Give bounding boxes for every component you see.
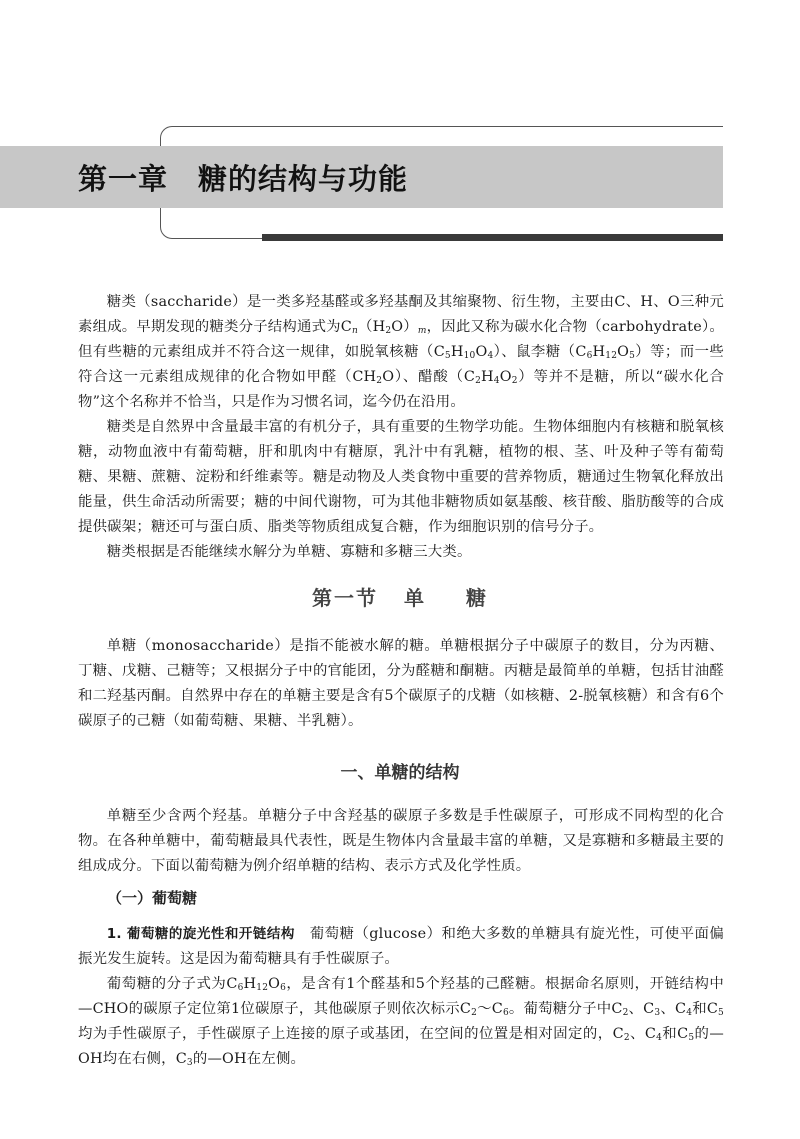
intro-paragraph-1: 糖类（saccharide）是一类多羟基醛或多羟基酮及其缩聚物、衍生物，主要由C、H、O三种元素组成。早期发现的糖类分子结构通式为$C_n(H_2O)_m$，因此又称为碳水化合物（carbohydrate）。但有些糖的元素组成并不符合这一规律，如脱氧核糖$(C_5H_{10}O_4)$、鼠李糖$(C_6H_{12}O_5)$等；而一些符合这一元素组成规律的化合物如甲醛$(CH_2O)$、醋酸$(C_2H_4O_2)$等并不是糖，所以“碳水化合物”这个名称并不恰当，只是作为习惯名词，迄今仍在沿用。 [78,294,725,410]
chapter-frame-bottom [160,208,270,239]
chapter-number: 第一章 [78,162,169,196]
chapter-frame-top [160,126,723,146]
subsection1-paragraph: 单糖至少含两个羟基。单糖分子中含羟基的碳原子多数是手性碳原子，可形成不同构型的化合物。在各种单糖中，葡萄糖最具代表性，既是生物体内含量最丰富的单糖，又是寡糖和多糖最主要的组成成分。下面以葡萄糖为例介绍单糖的结构、表示方式及化学性质。 [78,808,724,874]
chapter-name: 糖的结构与功能 [198,162,409,196]
chapter-underline-bar [262,234,723,241]
subsection1-block [78,804,724,879]
intro-block [78,290,724,565]
section1-block [78,634,724,734]
glucose-paragraph-2: 葡萄糖的分子式为$C_6H_{12}O_6$，是含有1个醛基和5个羟基的己醛糖。根据命名原则，开链结构中—CHO的碳原子定位第1位碳原子，其他碳原子则依次标示$C_2\sim C_6$。葡萄糖分子中$C_2$、$C_3$、$C_4$和$C_5$均为手性碳原子，手性碳原子上连接的原子或基团，在空间的位置是相对固定的，$C_2$、$C_4$和$C_5$的—OH均在右侧，$C_3$的—OH在左侧。 [78,976,724,1068]
intro-paragraph-2: 糖类是自然界中含量最丰富的有机分子，具有重要的生物学功能。生物体细胞内有核糖和脱氧核糖，动物血液中有葡萄糖，肝和肌肉中有糖原，乳汁中有乳糖，植物的根、茎、叶及种子等有葡萄糖、果糖、蔗糖、淀粉和纤维素等。糖是动物及人类食物中重要的营养物质，糖通过生物氧化释放出能量，供生命活动所需要；糖的中间代谢物，可为其他非糖物质如氨基酸、核苷酸、脂肪酸等的合成提供碳架；糖还可与蛋白质、脂类等物质组成复合糖，作为细胞识别的信号分子。 [78,419,724,535]
glucose-block [78,922,724,1072]
section1-paragraph: 单糖（monosaccharide）是指不能被水解的糖。单糖根据分子中碳原子的数目，分为丙糖、丁糖、戊糖、己糖等；又根据分子中的官能团，分为醛糖和酮糖。丙糖是最简单的单糖，包括甘油醛和二羟基丙酮。自然界中存在的单糖主要是含有5个碳原子的戊糖（如核糖、2-脱氧核糖）和含有6个碳原子的己糖（如葡萄糖、果糖、半乳糖）。 [78,638,724,729]
subsection-heading: 一、单糖的结构 [340,763,460,783]
glucose-lead: 1. 葡萄糖的旋光性和开链结构 [106,926,295,942]
section-heading: 第一节 单 糖 [312,586,488,610]
intro-paragraph-3: 糖类根据是否能继续水解分为单糖、寡糖和多糖三大类。 [106,544,472,560]
glucose-paragraph-1: 1. 葡萄糖的旋光性和开链结构 葡萄糖（glucose）和绝大多数的单糖具有旋光性，可使平面偏振光发生旋转。这是因为葡萄糖具有手性碳原子。 [78,926,724,967]
chapter-title [78,157,408,198]
glucose-heading: （一）葡萄糖 [107,889,198,907]
